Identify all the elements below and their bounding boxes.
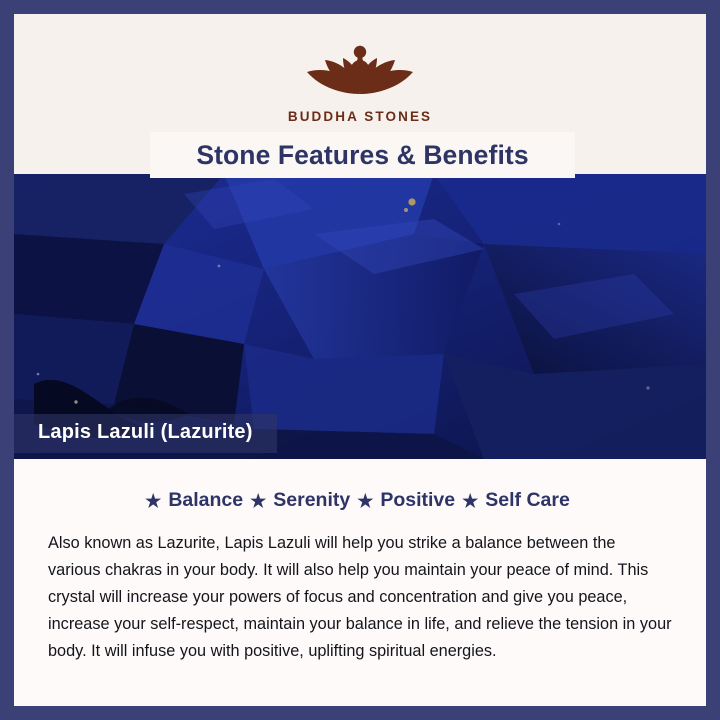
description-text: Also known as Lazurite, Lapis Lazuli will help you strike a balance between the various chakras in your body. It will also help you maintain your peace of mind. This crystal will increase your powers of focus and concentration and give you peace, increase your self-respect, maintain your balance in life, and relieve the tension in your body. It will infuse you with positive, uplifting spiritual energies. — [48, 534, 672, 661]
title-band — [150, 132, 575, 178]
hero-caption: Lapis Lazuli (Lazurite) — [38, 421, 253, 443]
star-icon: ★ — [145, 490, 162, 511]
body-section — [14, 459, 706, 706]
page-title: Stone Features & Benefits — [196, 139, 529, 170]
hero-caption-bar — [14, 414, 277, 453]
benefit-item-4: Self Care — [485, 489, 570, 511]
star-icon: ★ — [462, 490, 479, 511]
lotus-meditation-icon — [285, 28, 435, 104]
star-icon: ★ — [357, 490, 374, 511]
benefits-list — [36, 489, 684, 512]
benefit-item-2: Serenity — [273, 489, 351, 511]
benefit-item-1: Balance — [168, 489, 244, 511]
benefit-item-3: Positive — [380, 489, 456, 511]
brand-name: BUDDHA STONES — [287, 109, 433, 124]
hero-image — [14, 174, 706, 459]
content-card — [14, 14, 706, 706]
star-icon: ★ — [250, 490, 267, 511]
